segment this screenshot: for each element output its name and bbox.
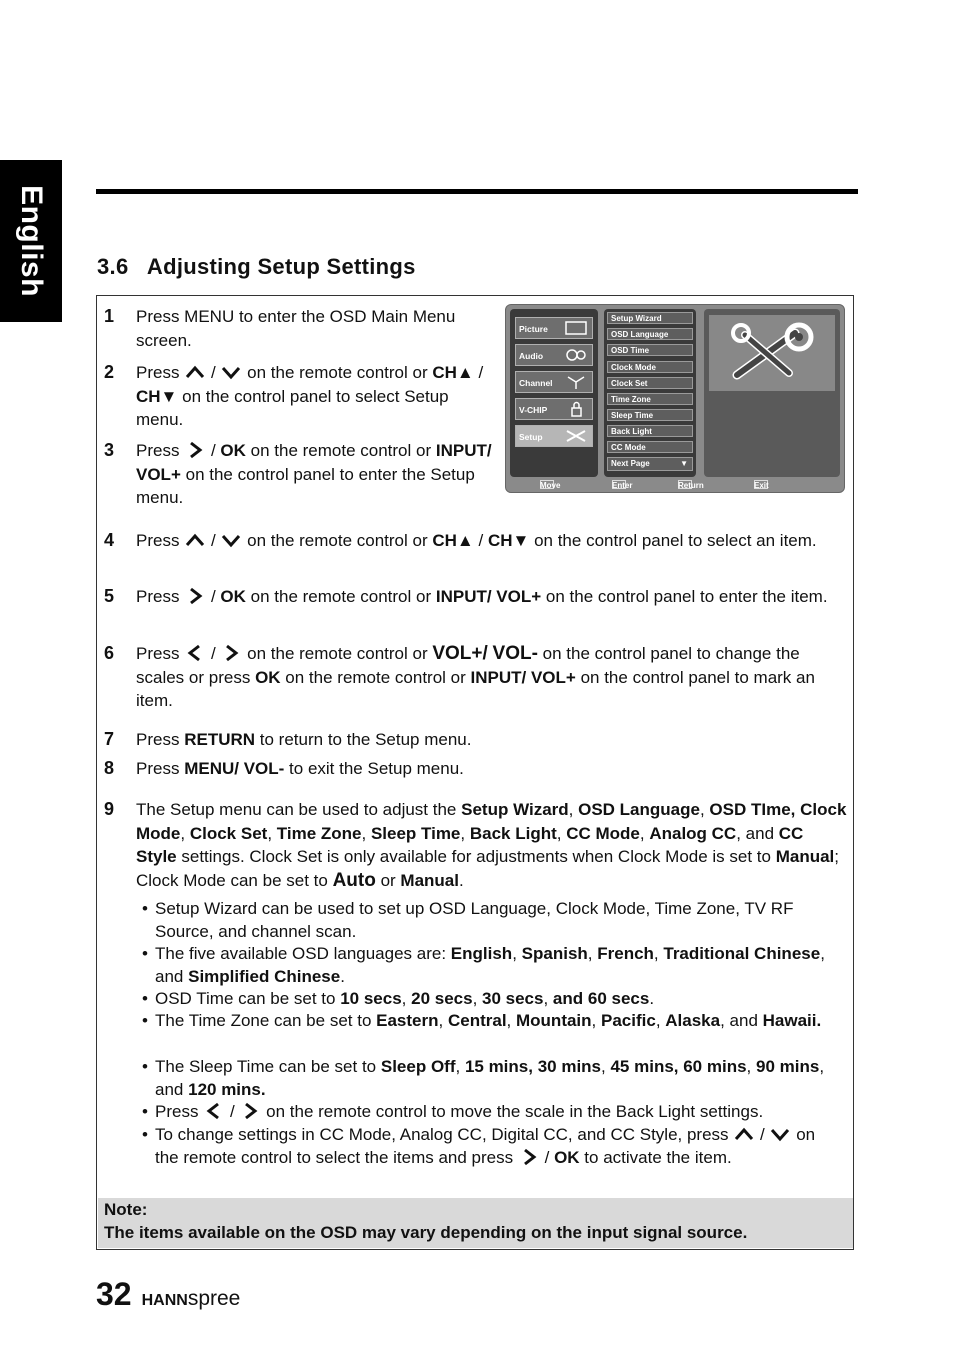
- bullet-dot-icon: •: [142, 1102, 148, 1121]
- chevron-down-icon: [220, 363, 242, 381]
- bullet-time-zone: • The Time Zone can be set to Eastern, Central, Mountain, Pacific, Alaska, and Hawaii.: [142, 1010, 842, 1033]
- bullet-setup-wizard: • Setup Wizard can be used to set up OSD Language, Clock Mode, Time Zone, TV RF Source, and channel scan.: [142, 899, 794, 941]
- osd-submenu-item: OSD Time: [607, 344, 693, 356]
- bullet-osd-time: • OSD Time can be set to 10 secs, 20 secs, 30 secs, and 60 secs.: [142, 988, 842, 1011]
- step-4: 4 Press / on the remote control or CH▲ / CH▼ on the control panel to select an item.: [104, 530, 817, 550]
- osd-submenu-item: Setup Wizard: [607, 312, 693, 324]
- language-tab: [0, 160, 62, 322]
- osd-submenu-item: Time Zone: [607, 393, 693, 405]
- bullet-dot-icon: •: [142, 1057, 148, 1076]
- osd-main-menu: [510, 309, 598, 477]
- osd-submenu-item: Clock Mode: [607, 361, 693, 373]
- chevron-up-icon: [184, 531, 206, 549]
- step-2: 2 Press / on the remote control or CH▲ / CH▼ on the control panel to select Setup menu.: [104, 362, 484, 429]
- osd-submenu-item: OSD Language: [607, 328, 693, 340]
- note-label: Note:: [104, 1200, 148, 1219]
- step-1: 1 Press MENU to enter the OSD Main Menu screen.: [104, 306, 456, 350]
- step-6: 6 Press / on the remote control or VOL+/ VOL- on the control panel to change the scales or press OK on the remote control or INPUT/ VOL+ on the control panel to mark an item.: [104, 643, 815, 710]
- language-tab-label: English: [15, 185, 48, 297]
- step-8: 8 Press MENU/ VOL- to exit the Setup menu.: [104, 758, 464, 778]
- note-box: [98, 1198, 853, 1248]
- chevron-left-icon: [203, 1102, 225, 1120]
- antenna-icon: [564, 374, 588, 390]
- bullet-dot-icon: •: [142, 1011, 148, 1030]
- tv-icon: [564, 320, 588, 336]
- osd-menu-item: Channel: [515, 371, 593, 393]
- bullet-sleep-time: • The Sleep Time can be set to Sleep Off, 15 mins, 30 mins, 45 mins, 60 mins, 90 mins, and 120 mins.: [142, 1057, 825, 1099]
- bullet-back-light: • Press / on the remote control to move the scale in the Back Light settings.: [142, 1101, 842, 1124]
- osd-submenu-item: Back Light: [607, 425, 693, 437]
- bullet-cc-settings: • To change settings in CC Mode, Analog CC, Digital CC, and CC Style, press / on the remote control to select the items and press / OK to activate the item.: [142, 1125, 816, 1167]
- bullet-dot-icon: •: [142, 989, 148, 1008]
- page-number: 32: [96, 1276, 132, 1312]
- bullet-dot-icon: •: [142, 1125, 148, 1144]
- osd-preview-panel: [704, 309, 840, 477]
- tools-icon: [564, 428, 588, 444]
- wrench-icon: [709, 315, 835, 391]
- note-text: The items available on the OSD may vary depending on the input signal source.: [104, 1223, 748, 1242]
- chevron-right-icon: [239, 1102, 261, 1120]
- header-rule: [96, 189, 858, 194]
- lock-icon: [564, 401, 588, 417]
- osd-setup-menu-image: [505, 304, 845, 493]
- osd-submenu-item: Sleep Time: [607, 409, 693, 421]
- osd-menu-item: Picture: [515, 317, 593, 339]
- chevron-down-icon: [769, 1125, 791, 1143]
- bullet-dot-icon: •: [142, 899, 148, 918]
- chevron-right-icon: [184, 441, 206, 459]
- page-footer: [96, 1276, 240, 1313]
- osd-submenu-next-page: Next Page ▼: [607, 457, 693, 471]
- chevron-right-icon: [518, 1148, 540, 1166]
- osd-menu-item: Audio: [515, 344, 593, 366]
- chevron-up-icon: [733, 1125, 755, 1143]
- chevron-right-icon: [184, 587, 206, 605]
- section-title: 3.6 Adjusting Setup Settings: [97, 254, 416, 279]
- step-5: 5 Press / OK on the remote control or INPUT/ VOL+ on the control panel to enter the item.: [104, 586, 828, 606]
- step-7: 7 Press RETURN to return to the Setup menu.: [104, 729, 472, 749]
- osd-submenu-item: CC Mode: [607, 441, 693, 453]
- chevron-right-icon: [220, 644, 242, 662]
- bullet-dot-icon: •: [142, 944, 148, 963]
- osd-menu-item-selected: Setup: [515, 425, 593, 447]
- step-9: 9 The Setup menu can be used to adjust the Setup Wizard, OSD Language, OSD TIme, Clock Mode, Clock Set, Time Zone, Sleep Time, Back Light, CC Mode, Analog CC, and CC Style settings. Clock Set is only available for adjustments when Clock Mode is set to Manual; Clock Mode can be set to Auto or Manual.: [104, 799, 847, 891]
- chevron-up-icon: [184, 363, 206, 381]
- osd-menu-item: V-CHIP: [515, 398, 593, 420]
- osd-submenu-item: Clock Set: [607, 377, 693, 389]
- speaker-icon: [564, 347, 588, 363]
- osd-help-bar: Move Enter Return Exit: [540, 481, 769, 490]
- wrench-screwdriver-illustration: [709, 315, 835, 391]
- chevron-down-icon: [220, 531, 242, 549]
- brand-logo: HANNspree: [141, 1287, 241, 1310]
- step-3: 3 Press / OK on the remote control or INPUT/ VOL+ on the control panel to enter the Setup menu.: [104, 440, 492, 507]
- instructions-box: [96, 295, 854, 1250]
- bullet-osd-languages: • The five available OSD languages are: English, Spanish, French, Traditional Chinese, and Simplified Chinese.: [142, 944, 825, 986]
- triangle-down-icon: ▼: [680, 459, 688, 468]
- osd-setup-submenu: [604, 309, 696, 477]
- chevron-left-icon: [184, 644, 206, 662]
